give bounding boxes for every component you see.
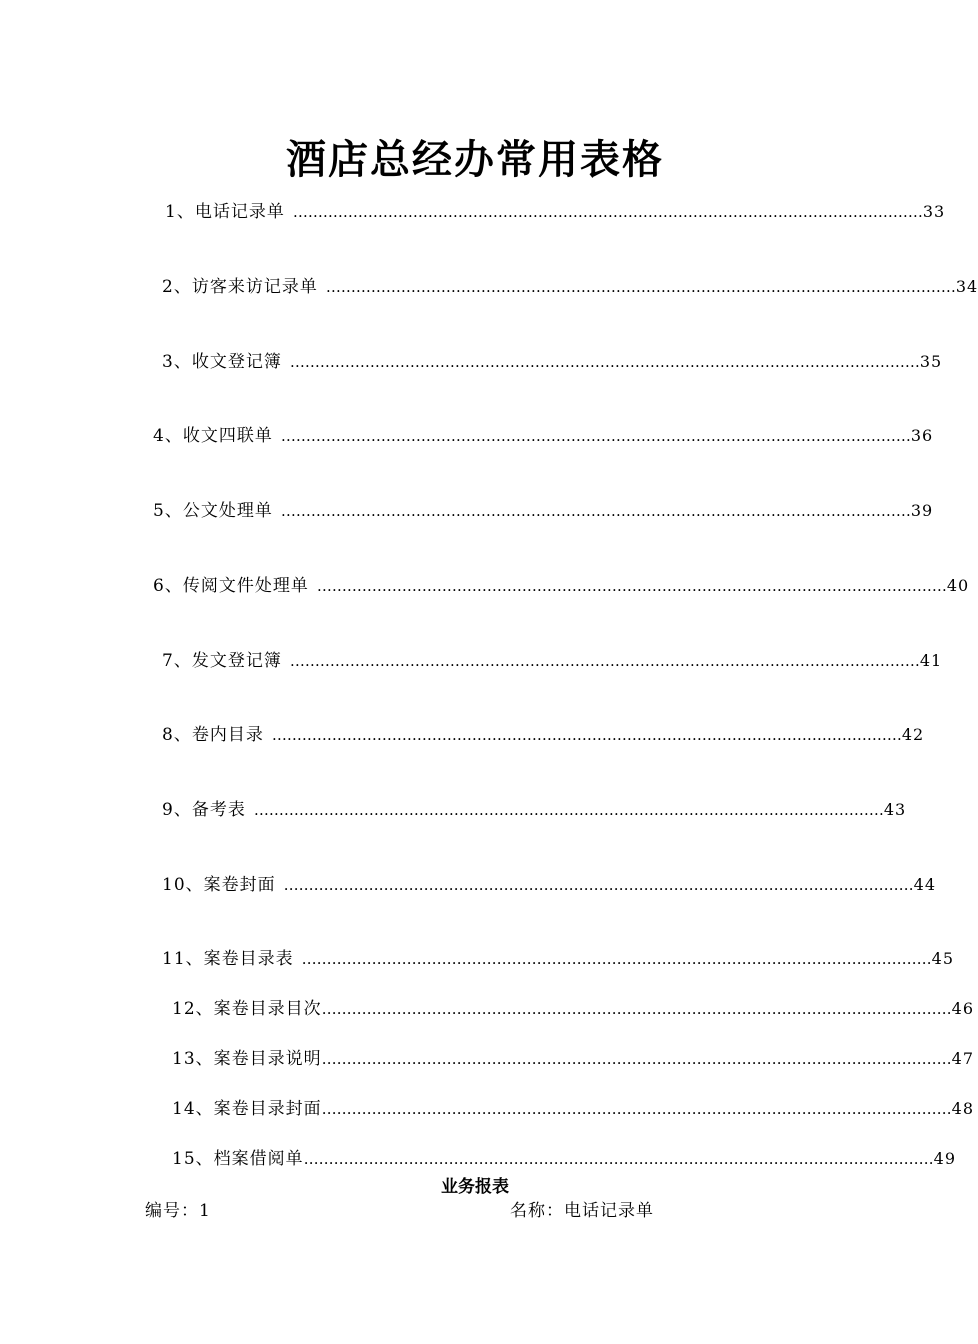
- toc-entry-label: 15、档案借阅单: [172, 1149, 304, 1169]
- toc-entry-page: 45: [931, 949, 954, 968]
- toc-leader-dots: ………………………………………………………………………………………………………………: [316, 577, 947, 595]
- toc-entry-page: 36: [910, 426, 934, 445]
- toc-entry-label: 6、传阅文件处理单: [153, 576, 309, 596]
- toc-entry: [165, 199, 946, 225]
- toc-entry: [172, 996, 974, 1022]
- toc-entry-page: 34: [955, 277, 978, 296]
- toc-leader-dots: ………………………………………………………………………………………………………………: [321, 1050, 952, 1068]
- toc-entry-page: 47: [951, 1049, 974, 1068]
- toc-entry-page: 35: [919, 352, 943, 371]
- toc-entry-label: 10、案卷封面: [162, 875, 276, 895]
- form-number: 编号：1: [145, 1201, 211, 1221]
- toc-entry-label: 9、备考表: [162, 800, 246, 820]
- toc-leader-dots: ………………………………………………………………………………………………………………: [321, 1000, 952, 1018]
- toc-entry: [153, 498, 934, 524]
- toc-entry: [172, 1146, 956, 1172]
- toc-entry-page: 42: [901, 725, 925, 744]
- toc-leader-dots: ………………………………………………………………………………………………………………: [280, 427, 911, 445]
- toc-entry-label: 3、收文登记簿: [162, 352, 282, 372]
- toc-entry: [162, 946, 954, 972]
- toc-leader-dots: ………………………………………………………………………………………………………………: [321, 1100, 952, 1118]
- toc-entry: [162, 648, 943, 674]
- toc-entry-page: 49: [933, 1149, 956, 1168]
- toc-leader-dots: ………………………………………………………………………………………………………………: [283, 876, 914, 894]
- toc-leader-dots: ………………………………………………………………………………………………………………: [303, 1150, 934, 1168]
- form-name: 名称：电话记录单: [510, 1201, 654, 1221]
- toc-entry: [162, 274, 978, 300]
- toc-entry-page: 41: [919, 651, 943, 670]
- toc-leader-dots: ………………………………………………………………………………………………………………: [289, 652, 920, 670]
- toc-entry-label: 2、访客来访记录单: [162, 277, 318, 297]
- toc-entry-page: 40: [946, 576, 970, 595]
- toc-entry-page: 43: [883, 800, 907, 819]
- toc-leader-dots: ………………………………………………………………………………………………………………: [280, 502, 911, 520]
- toc-entry-label: 7、发文登记簿: [162, 651, 282, 671]
- toc-entry-page: 33: [922, 202, 946, 221]
- toc-entry-label: 12、案卷目录目次: [172, 999, 322, 1019]
- toc-entry: [172, 1096, 974, 1122]
- toc-entry: [162, 797, 907, 823]
- toc-entry: [153, 573, 970, 599]
- toc-entry: [172, 1046, 974, 1072]
- toc-entry: [162, 722, 925, 748]
- toc-leader-dots: ………………………………………………………………………………………………………………: [325, 278, 956, 296]
- toc-entry-label: 1、电话记录单: [165, 202, 285, 222]
- toc-entry-page: 48: [951, 1099, 974, 1118]
- toc-entry-page: 44: [913, 875, 936, 894]
- toc-leader-dots: ………………………………………………………………………………………………………………: [271, 726, 902, 744]
- toc-entry: [162, 872, 936, 898]
- toc-entry: [162, 349, 943, 375]
- toc-entry-page: 46: [951, 999, 974, 1018]
- toc-entry-label: 14、案卷目录封面: [172, 1099, 322, 1119]
- toc-entry-label: 11、案卷目录表: [162, 949, 294, 969]
- toc-entry-label: 13、案卷目录说明: [172, 1049, 322, 1069]
- toc-leader-dots: ………………………………………………………………………………………………………………: [292, 203, 923, 221]
- document-title: 酒店总经办常用表格: [286, 136, 664, 183]
- toc-entry-label: 8、卷内目录: [162, 725, 264, 745]
- toc-leader-dots: ………………………………………………………………………………………………………………: [253, 801, 884, 819]
- toc-entry-label: 5、公文处理单: [153, 501, 273, 521]
- toc-leader-dots: ………………………………………………………………………………………………………………: [301, 950, 932, 968]
- toc-entry-page: 39: [910, 501, 934, 520]
- report-heading: 业务报表: [441, 1177, 509, 1197]
- toc-leader-dots: ………………………………………………………………………………………………………………: [289, 353, 920, 371]
- toc-entry-label: 4、收文四联单: [153, 426, 273, 446]
- toc-entry: [153, 423, 934, 449]
